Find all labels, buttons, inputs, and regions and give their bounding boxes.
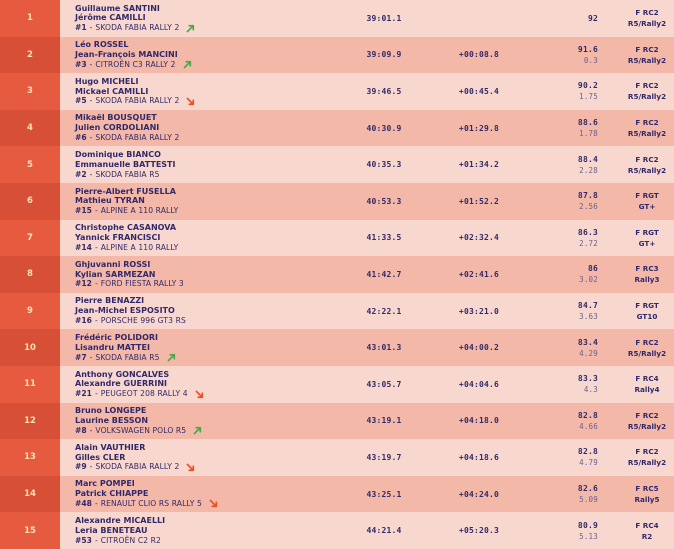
total-time: 40:30.9: [366, 123, 402, 133]
avg-speed-gap: 2.72: [579, 238, 598, 248]
class-group: F RC4: [635, 374, 659, 384]
codriver-name: Mathieu TYRAN: [75, 196, 145, 206]
position-number: 6: [27, 196, 33, 207]
class-group: F RC2: [635, 337, 659, 347]
crew-cell: [60, 476, 334, 513]
position-cell: [0, 329, 60, 366]
car-separator: -: [89, 23, 93, 33]
avg-speed-gap: 4.79: [579, 458, 598, 468]
car-number: #48: [75, 498, 92, 508]
car-number: #6: [75, 132, 87, 142]
table-row[interactable]: [0, 37, 674, 74]
total-time: 39:09.9: [366, 50, 402, 60]
total-time: 40:35.3: [366, 160, 402, 170]
avg-speed-cell: [524, 366, 610, 403]
table-row[interactable]: [0, 110, 674, 147]
codriver-name: Yannick FRANCISCI: [75, 232, 161, 242]
crew-cell: [60, 366, 334, 403]
position-number: 9: [27, 306, 33, 317]
class-subgroup: R5/Rally2: [627, 129, 667, 139]
codriver-name: Jérôme CAMILLI: [75, 13, 146, 23]
class-subgroup: R5/Rally2: [627, 165, 667, 175]
class-subgroup: R5/Rally2: [627, 92, 667, 102]
class-cell: [610, 183, 674, 220]
position-cell: [0, 37, 60, 74]
table-row[interactable]: [0, 366, 674, 403]
codriver-name: Leria BENETEAU: [75, 525, 148, 535]
crew-cell: [60, 73, 334, 110]
car-number: #7: [75, 352, 87, 362]
car-separator: -: [89, 96, 93, 106]
class-group: F RC2: [635, 118, 659, 128]
car-number: #12: [75, 279, 92, 289]
position-cell: [0, 73, 60, 110]
avg-speed-cell: [524, 183, 610, 220]
position-cell: [0, 476, 60, 513]
class-cell: [610, 220, 674, 257]
trend-down-icon: [186, 97, 195, 106]
class-subgroup: R5/Rally2: [627, 348, 667, 358]
car-info: [75, 279, 334, 289]
car-model: ALPINE A 110 RALLY: [100, 242, 179, 252]
crew-cell: [60, 110, 334, 147]
class-cell: [610, 256, 674, 293]
avg-speed-cell: [524, 110, 610, 147]
table-row[interactable]: [0, 403, 674, 440]
position-cell: [0, 403, 60, 440]
class-group: F RC5: [635, 484, 659, 494]
gap-to-leader: +04:00.2: [458, 343, 500, 353]
class-cell: [610, 403, 674, 440]
table-row[interactable]: [0, 293, 674, 330]
avg-speed-gap: 2.56: [579, 202, 598, 212]
driver-name: Guillaume SANTINI: [75, 3, 160, 13]
position-cell: [0, 0, 60, 37]
driver-name: Léo ROSSEL: [75, 40, 129, 50]
position-number: 8: [27, 269, 33, 280]
car-model: PEUGEOT 208 RALLY 4: [100, 389, 188, 399]
car-separator: -: [94, 389, 98, 399]
car-info: [75, 389, 334, 399]
class-cell: [610, 146, 674, 183]
driver-name: Christophe CASANOVA: [75, 223, 177, 233]
avg-speed-value: 88.4: [577, 154, 598, 164]
class-cell: [610, 329, 674, 366]
car-model: SKODA FABIA RALLY 2: [95, 96, 180, 106]
trend-up-icon: [167, 353, 176, 362]
avg-speed-cell: [524, 220, 610, 257]
driver-name: Dominique BIANCO: [75, 149, 161, 159]
total-time: 41:42.7: [366, 269, 402, 279]
crew-cell: [60, 293, 334, 330]
total-time: 42:22.1: [366, 306, 402, 316]
class-cell: [610, 366, 674, 403]
avg-speed-gap: 0.3: [583, 55, 598, 65]
position-cell: [0, 146, 60, 183]
table-row[interactable]: [0, 439, 674, 476]
driver-name: Bruno LONGEPE: [75, 406, 147, 416]
car-info: [75, 353, 334, 363]
trend-down-icon: [195, 390, 204, 399]
position-number: 2: [27, 49, 33, 60]
gap-to-leader: +04:18.0: [458, 416, 500, 426]
car-info: [75, 499, 334, 509]
class-subgroup: R5/Rally2: [627, 19, 667, 29]
codriver-name: Laurine BESSON: [75, 415, 149, 425]
crew-cell: [60, 220, 334, 257]
class-group: F RC2: [635, 8, 659, 18]
car-model: SKODA FABIA RALLY 2: [95, 462, 180, 472]
class-subgroup: GT+: [638, 238, 656, 248]
class-subgroup: R5/Rally2: [627, 55, 667, 65]
class-cell: [610, 37, 674, 74]
position-number: 7: [27, 232, 33, 243]
avg-speed-cell: [524, 0, 610, 37]
codriver-name: Kylian SARMEZAN: [75, 269, 156, 279]
avg-speed-gap: 5.09: [579, 495, 598, 505]
avg-speed-gap: 4.3: [583, 385, 598, 395]
driver-name: Mikaël BOUSQUET: [75, 113, 157, 123]
crew-cell: [60, 439, 334, 476]
car-separator: -: [89, 169, 93, 179]
total-time: 43:01.3: [366, 343, 402, 353]
table-row[interactable]: [0, 146, 674, 183]
position-cell: [0, 512, 60, 549]
total-time: 43:05.7: [366, 379, 402, 389]
class-subgroup: Rally5: [634, 495, 660, 505]
car-separator: -: [89, 59, 93, 69]
avg-speed-value: 86.3: [577, 227, 598, 237]
trend-down-icon: [209, 499, 218, 508]
table-row[interactable]: [0, 0, 674, 37]
car-info: [75, 206, 334, 216]
gap-to-leader: +03:21.0: [458, 306, 500, 316]
avg-speed-value: 86: [587, 264, 598, 274]
car-info: [75, 170, 334, 180]
class-group: F RC3: [635, 264, 659, 274]
codriver-name: Mickael CAMILLI: [75, 86, 149, 96]
table-row[interactable]: [0, 512, 674, 549]
driver-name: Hugo MICHELI: [75, 76, 139, 86]
car-model: FORD FIESTA RALLY 3: [100, 279, 184, 289]
gap-to-leader: +02:32.4: [458, 233, 500, 243]
car-info: [75, 462, 334, 472]
table-row[interactable]: [0, 183, 674, 220]
avg-speed-cell: [524, 146, 610, 183]
car-separator: -: [94, 498, 98, 508]
gap-to-leader: +00:45.4: [458, 86, 500, 96]
position-number: 11: [24, 379, 36, 390]
car-number: #16: [75, 315, 92, 325]
car-separator: -: [89, 132, 93, 142]
avg-speed-cell: [524, 256, 610, 293]
table-row[interactable]: [0, 220, 674, 257]
car-separator: -: [89, 462, 93, 472]
car-number: #1: [75, 23, 87, 33]
class-subgroup: R5/Rally2: [627, 458, 667, 468]
avg-speed-cell: [524, 512, 610, 549]
trend-down-icon: [186, 463, 195, 472]
table-row[interactable]: [0, 73, 674, 110]
trend-up-icon: [193, 426, 202, 435]
driver-name: Pierre-Albert FUSELLA: [75, 186, 176, 196]
class-group: F RGT: [635, 227, 659, 237]
class-subgroup: Rally4: [634, 385, 660, 395]
car-separator: -: [94, 315, 98, 325]
total-time: 39:01.1: [366, 13, 402, 23]
trend-up-icon: [183, 60, 192, 69]
car-info: [75, 426, 334, 436]
avg-speed-gap: 5.13: [579, 531, 598, 541]
avg-speed-value: 82.8: [577, 447, 598, 457]
position-number: 5: [27, 159, 33, 170]
class-group: F RC2: [635, 410, 659, 420]
position-number: 4: [27, 123, 33, 134]
car-model: SKODA FABIA RALLY 2: [95, 23, 180, 33]
avg-speed-value: 82.6: [577, 484, 598, 494]
position-cell: [0, 220, 60, 257]
class-cell: [610, 293, 674, 330]
car-separator: -: [94, 242, 98, 252]
total-time: 44:21.4: [366, 526, 402, 536]
car-separator: -: [94, 535, 98, 545]
position-cell: [0, 110, 60, 147]
class-subgroup: R5/Rally2: [627, 421, 667, 431]
avg-speed-value: 88.6: [577, 118, 598, 128]
car-info: [75, 60, 334, 70]
driver-name: Pierre BENAZZI: [75, 296, 145, 306]
car-number: #53: [75, 535, 92, 545]
avg-speed-cell: [524, 293, 610, 330]
class-group: F RC2: [635, 44, 659, 54]
gap-to-leader: +04:24.0: [458, 489, 500, 499]
class-cell: [610, 0, 674, 37]
crew-cell: [60, 0, 334, 37]
car-number: #3: [75, 59, 87, 69]
avg-speed-value: 83.4: [577, 337, 598, 347]
gap-to-leader: +00:08.8: [458, 50, 500, 60]
class-group: F RC2: [635, 81, 659, 91]
car-model: SKODA FABIA RALLY 2: [95, 132, 180, 142]
codriver-name: Julien CORDOLIANI: [75, 123, 160, 133]
position-number: 13: [24, 452, 36, 463]
position-number: 12: [24, 415, 36, 426]
car-number: #5: [75, 96, 87, 106]
codriver-name: Emmanuelle BATTESTI: [75, 159, 176, 169]
position-cell: [0, 183, 60, 220]
total-time: 39:46.5: [366, 86, 402, 96]
car-number: #15: [75, 206, 92, 216]
avg-speed-value: 83.3: [577, 374, 598, 384]
car-separator: -: [89, 352, 93, 362]
gap-to-leader: +05:20.3: [458, 526, 500, 536]
class-subgroup: Rally3: [634, 275, 660, 285]
car-number: #21: [75, 389, 92, 399]
avg-speed-cell: [524, 37, 610, 74]
total-time: 40:53.3: [366, 196, 402, 206]
avg-speed-gap: 3.02: [579, 275, 598, 285]
crew-cell: [60, 256, 334, 293]
avg-speed-gap: 2.28: [579, 165, 598, 175]
gap-to-leader: [434, 0, 524, 37]
avg-speed-value: 84.7: [577, 301, 598, 311]
total-time: 41:33.5: [366, 233, 402, 243]
avg-speed-value: 91.6: [577, 44, 598, 54]
gap-to-leader: +04:04.6: [458, 379, 500, 389]
gap-to-leader: +02:41.6: [458, 269, 500, 279]
position-cell: [0, 439, 60, 476]
gap-to-leader: +01:29.8: [458, 123, 500, 133]
gap-to-leader: +01:34.2: [458, 160, 500, 170]
class-subgroup: GT10: [636, 312, 658, 322]
total-time: 43:25.1: [366, 489, 402, 499]
codriver-name: Patrick CHIAPPE: [75, 489, 149, 499]
crew-cell: [60, 183, 334, 220]
table-row[interactable]: [0, 329, 674, 366]
crew-cell: [60, 512, 334, 549]
position-cell: [0, 366, 60, 403]
total-time: 43:19.1: [366, 416, 402, 426]
avg-speed-value: 90.2: [577, 81, 598, 91]
car-number: #8: [75, 425, 87, 435]
total-time: 43:19.7: [366, 452, 402, 462]
car-model: CITROËN C2 R2: [100, 535, 161, 545]
table-row[interactable]: [0, 476, 674, 513]
car-info: [75, 96, 334, 106]
position-cell: [0, 293, 60, 330]
avg-speed-cell: [524, 439, 610, 476]
car-model: CITROËN C3 RALLY 2: [95, 59, 176, 69]
crew-cell: [60, 37, 334, 74]
codriver-name: Jean-François MANCINI: [75, 49, 178, 59]
position-number: 14: [24, 489, 36, 500]
avg-speed-cell: [524, 329, 610, 366]
driver-name: Frédéric POLIDORI: [75, 332, 159, 342]
class-cell: [610, 439, 674, 476]
avg-speed-cell: [524, 476, 610, 513]
car-number: #9: [75, 462, 87, 472]
avg-speed-gap: 3.63: [579, 312, 598, 322]
avg-speed-cell: [524, 403, 610, 440]
car-model: SKODA FABIA R5: [95, 169, 160, 179]
avg-speed-value: 87.8: [577, 191, 598, 201]
class-group: F RC2: [635, 447, 659, 457]
avg-speed-cell: [524, 73, 610, 110]
crew-cell: [60, 329, 334, 366]
trend-up-icon: [186, 24, 195, 33]
avg-speed-value: 92: [587, 13, 598, 23]
car-info: [75, 536, 334, 546]
avg-speed-gap: 1.78: [579, 129, 598, 139]
position-cell: [0, 256, 60, 293]
avg-speed-gap: 4.29: [579, 348, 598, 358]
car-info: [75, 23, 334, 33]
codriver-name: Alexandre GUERRINI: [75, 379, 167, 389]
gap-to-leader: +04:18.6: [458, 452, 500, 462]
crew-cell: [60, 403, 334, 440]
crew-cell: [60, 146, 334, 183]
driver-name: Ghjuvanni ROSSI: [75, 259, 151, 269]
car-model: PORSCHE 996 GT3 RS: [100, 315, 186, 325]
class-subgroup: GT+: [638, 202, 656, 212]
class-cell: [610, 73, 674, 110]
class-cell: [610, 110, 674, 147]
car-separator: -: [94, 279, 98, 289]
car-number: #2: [75, 169, 87, 179]
car-info: [75, 243, 334, 253]
car-model: RENAULT CLIO RS RALLY 5: [100, 498, 202, 508]
driver-name: Alexandre MICAELLI: [75, 515, 166, 525]
class-group: F RC4: [635, 520, 659, 530]
driver-name: Marc POMPEI: [75, 479, 135, 489]
position-number: 1: [27, 13, 33, 24]
table-row[interactable]: [0, 256, 674, 293]
class-group: F RGT: [635, 191, 659, 201]
codriver-name: Jean-Michel ESPOSITO: [75, 306, 175, 316]
car-info: [75, 133, 334, 143]
car-separator: -: [89, 425, 93, 435]
class-group: F RC2: [635, 154, 659, 164]
avg-speed-gap: 4.66: [579, 421, 598, 431]
gap-to-leader: +01:52.2: [458, 196, 500, 206]
avg-speed-value: 82.8: [577, 410, 598, 420]
codriver-name: Gilles CLER: [75, 452, 126, 462]
car-number: #14: [75, 242, 92, 252]
class-subgroup: R2: [641, 531, 653, 541]
codriver-name: Lisandru MATTEI: [75, 342, 150, 352]
position-number: 3: [27, 86, 33, 97]
car-model: VOLKSWAGEN POLO R5: [95, 425, 187, 435]
class-cell: [610, 512, 674, 549]
driver-name: Anthony GONCALVES: [75, 369, 170, 379]
class-cell: [610, 476, 674, 513]
car-model: ALPINE A 110 RALLY: [100, 206, 179, 216]
position-number: 10: [24, 342, 36, 353]
avg-speed-gap: 1.75: [579, 92, 598, 102]
position-number: 15: [24, 525, 36, 536]
car-separator: -: [94, 206, 98, 216]
car-info: [75, 316, 334, 326]
avg-speed-value: 80.9: [577, 520, 598, 530]
car-model: SKODA FABIA R5: [95, 352, 160, 362]
driver-name: Alain VAUTHIER: [75, 442, 146, 452]
class-group: F RGT: [635, 301, 659, 311]
